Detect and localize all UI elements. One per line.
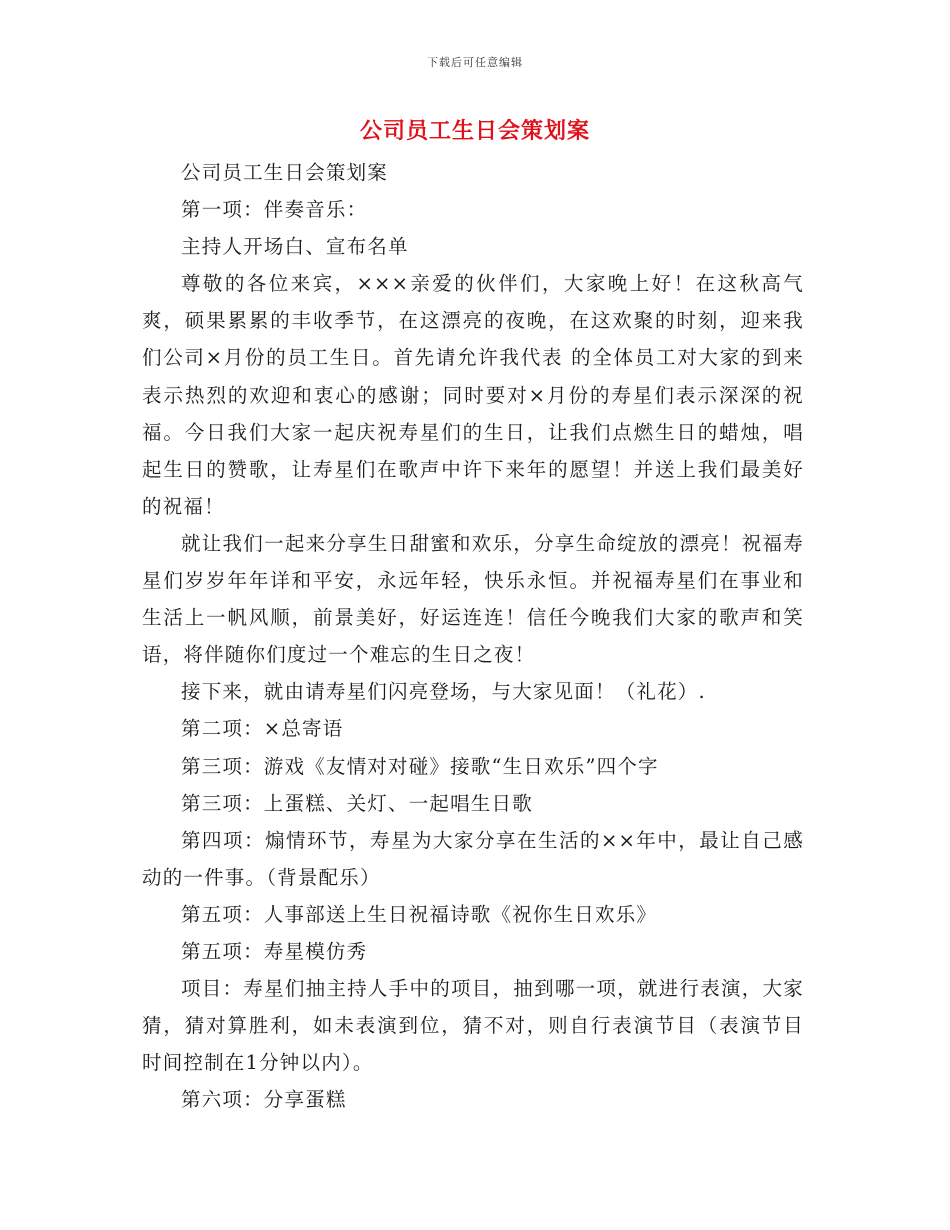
- paragraph: 接下来，就由请寿星们闪亮登场，与大家见面！（礼花）.: [181, 680, 706, 704]
- paragraph: 就让我们一起来分享生日甜蜜和欢乐，分享生命绽放的漂亮！祝福寿星们岁岁年年详和平安，永远年轻，快乐永恒。并祝福寿星们在事业和生活上一帆风顺，前景美好，好运连连！信任今晚我们大家的歌声和笑语，将伴随你们度过一个难忘的生日之夜！: [142, 531, 804, 667]
- paragraph: 主持人开场白、宣布名单: [181, 235, 409, 259]
- paragraph: 第二项：×总寄语: [181, 717, 344, 741]
- paragraph: 第五项：人事部送上生日祝福诗歌《祝你生日欢乐》: [181, 902, 658, 926]
- document-title: 公司员工生日会策划案: [359, 118, 590, 144]
- paragraph: 第五项：寿星模仿秀: [181, 939, 368, 963]
- paragraph: 第三项：游戏《友情对对碰》接歌“生日欢乐”四个字: [181, 754, 659, 778]
- paragraph: 公司员工生日会策划案: [181, 161, 389, 184]
- paragraph: 项目：寿星们抽主持人手中的项目，抽到哪一项，就进行表演，大家猜，猜对算胜利，如未表演到位，猜不对，则自行表演节目（表演节目时间控制在1分钟以内）。: [142, 977, 804, 1075]
- paragraph: 第一项：伴奏音乐：: [181, 198, 368, 222]
- paragraph: 第四项：煽情环节，寿星为大家分享在生活的××年中，最让自己感动的一件事。（背景配乐）: [142, 828, 804, 889]
- paragraph: 第三项：上蛋糕、关灯、一起唱生日歌: [181, 791, 533, 815]
- paragraph: 尊敬的各位来宾，×××亲爱的伙伴们，大家晚上好！在这秋高气爽，硕果累累的丰收季节，在这漂亮的夜晚，在这欢聚的时刻，迎来我们公司×月份的员工生日。首先请允许我代表 的全体员工对大家的到来表示热烈的欢迎和衷心的感谢；同时要对×月份的寿星们表示深深的祝福。今日我们大家一起庆祝寿星们的生日，让我们点燃生日的蜡烛，唱起生日的赞歌，让寿星们在歌声中许下来年的愿望！并送上我们最美好的祝福！: [142, 272, 804, 518]
- paragraph: 第六项：分享蛋糕: [181, 1088, 347, 1112]
- document-body: [142, 154, 804, 1118]
- header-note: 下载后可任意编辑: [427, 56, 523, 69]
